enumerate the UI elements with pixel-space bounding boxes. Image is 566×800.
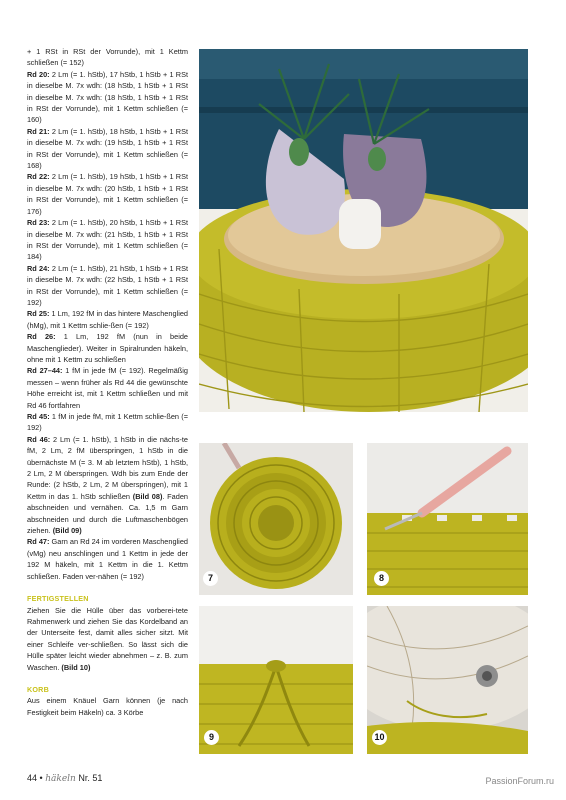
pattern-row-22 — [27, 171, 188, 217]
image-ref: (Bild 09) — [52, 526, 82, 536]
row-label: Rd 27–44: — [27, 366, 63, 376]
row-label: Rd 45: — [27, 412, 50, 421]
paragraph-text: Ziehen Sie die Hülle über das vorberei-tete Rahmenwerk und ziehen Sie das Kordelband an der Unterseite fest, damit alles sicher sitzt. Mit einer Schleife ver-schließen. So lässt sich die Hülle später leicht wieder abnehmen – z. B. zum Waschen. — [27, 605, 188, 672]
row-label: Rd 26: — [27, 332, 56, 342]
pattern-row-23 — [27, 217, 188, 263]
pattern-row-46 — [27, 434, 188, 537]
pattern-row-45 — [27, 411, 188, 434]
pattern-row-27-44 — [27, 365, 188, 411]
photo-number-9: 9 — [204, 730, 219, 745]
row-text: 1 fM in jede fM, mit 1 Kettm schlie-ßen (= 192) — [27, 412, 188, 433]
image-ref: (Bild 10) — [61, 662, 91, 672]
row-label: Rd 21: — [27, 126, 50, 136]
photo-8-crochet-edge — [367, 443, 528, 595]
photo-number-10: 10 — [372, 730, 387, 745]
row-label: Rd 24: — [27, 263, 50, 273]
pattern-row-intro: + 1 RSt in RSt der Vorrunde), mit 1 Kettm schließen (= 152) — [27, 47, 188, 68]
row-label: Rd 25: — [27, 309, 50, 319]
row-label: Rd 23: — [27, 218, 50, 228]
pattern-row-25 — [27, 308, 188, 331]
pouf-photo — [199, 49, 528, 412]
row-text: 2 Lm (= 1. hStb), 18 hStb, 1 hStb + 1 RSt in dieselbe M. 7x wdh: (19 hStb, 1 hStb + 1 RSt in RSt der Vorrunde), mit 1 Kettm schließen (= 168) — [27, 126, 189, 171]
photo-7-crochet-circle — [199, 443, 353, 595]
section-title-fertigstellen: FERTIGSTELLEN — [27, 594, 89, 604]
photo-number-8: 8 — [374, 571, 389, 586]
pattern-text-column — [27, 46, 188, 718]
issue-number: Nr. 51 — [78, 773, 103, 783]
photo-10-pouf-bottom — [367, 606, 528, 754]
row-text: 1 Lm, 192 fM (nun in beide Maschenglieder). Weiter in Spiralrunden häkeln, ohne mit 1 Kettm zu schließen — [27, 332, 188, 364]
finishing-text — [27, 605, 188, 673]
row-text: 2 Lm (= 1. hStb), 21 hStb, 1 hStb + 1 RSt in dieselbe M. 7x wdh: (22 hStb, 1 hStb + 1 RSt in RSt der Vorrunde), mit 1 Kettm schließen (= 192) — [27, 263, 189, 307]
section-title-korb: KORB — [27, 684, 49, 694]
watermark: PassionForum.ru — [485, 776, 554, 786]
pattern-row-47 — [27, 536, 188, 582]
row-text: 1 fM in jede fM (= 192). Regelmäßig messen – wenn früher als Rd 44 die gewünschte Höhe erreicht ist, mit 1 Kettm schließen und mit Rd 46 fortfahren — [27, 366, 188, 410]
photo-9-drawstring — [199, 606, 353, 754]
photo-number-7: 7 — [203, 571, 218, 586]
row-label: Rd 20: — [27, 69, 50, 79]
pattern-row-21 — [27, 126, 188, 172]
pattern-row-20 — [27, 69, 188, 126]
magazine-name: häkeln — [45, 774, 76, 784]
row-text: 2 Lm (= 1. hStb), 19 hStb, 1 hStb + 1 RSt in dieselbe M. 7x wdh: (20 hStb, 1 hStb + 1 RSt in RSt der Vorrunde), mit 1 Kettm schließen (= 176) — [27, 172, 189, 216]
row-text: . Faden abschneiden und vernähen. Ca. 1,5 m Garn abschneiden und durch die Luftmaschenbögen ziehen. — [27, 491, 188, 536]
basket-text: Aus einem Knäuel Garn können (je nach Festigkeit beim Häkeln) ca. 3 Körbe — [27, 696, 188, 717]
row-label: Rd 47: — [27, 537, 50, 547]
row-label: Rd 22: — [27, 172, 50, 182]
row-text: Garn an Rd 24 im vorderen Maschenglied (vMg) neu anschlingen und 1 Kettm in jede der 192 M häkeln, mit 1 Kettm in die 1. Kettm schließen. Faden ver-nähen (= 192) — [27, 537, 188, 581]
footer-bullet: • — [39, 773, 43, 783]
row-text: 1 Lm, 192 fM in das hintere Maschenglied (hMg), mit 1 Kettm schlie-ßen (= 192) — [27, 309, 188, 330]
row-label: Rd 46: — [27, 434, 51, 444]
pattern-row-24 — [27, 263, 188, 309]
row-text: 2 Lm (= 1. hStb), 1 hStb in die nächs-te fM, 2 Lm, 2 fM überspringen, 1 hStb in die übernächste M (= 3. M ab letztem hStb), 1 hStb, 2 Lm, 2 M überspringen. Wdh bis zum Ende der Runde: (2 hStb, 2 Lm, 2 M überspringen), mit 1 Kettm in das 1. hStb schließen — [27, 434, 189, 501]
page-number: 44 — [27, 773, 38, 783]
row-text: 2 Lm (= 1. hStb), 20 hStb, 1 hStb + 1 RSt in dieselbe M. 7x wdh: (21 hStb, 1 hStb + 1 RSt in RSt der Vorrunde), mit 1 Kettm schließen (= 184) — [27, 218, 189, 262]
row-text: 2 Lm (= 1. hStb), 17 hStb, 1 hStb + 1 RSt in dieselbe M. 7x wdh: (18 hStb, 1 hStb + 1 RSt in dieselbe M. 7x wdh: (18 hStb, 1 hStb + 1 RSt in RSt der Vorrunde), mit 1 Kettm schließen (= 160) — [27, 69, 189, 125]
pattern-row-26 — [27, 331, 188, 365]
image-ref: (Bild 08) — [132, 491, 163, 501]
page-footer — [27, 773, 102, 784]
